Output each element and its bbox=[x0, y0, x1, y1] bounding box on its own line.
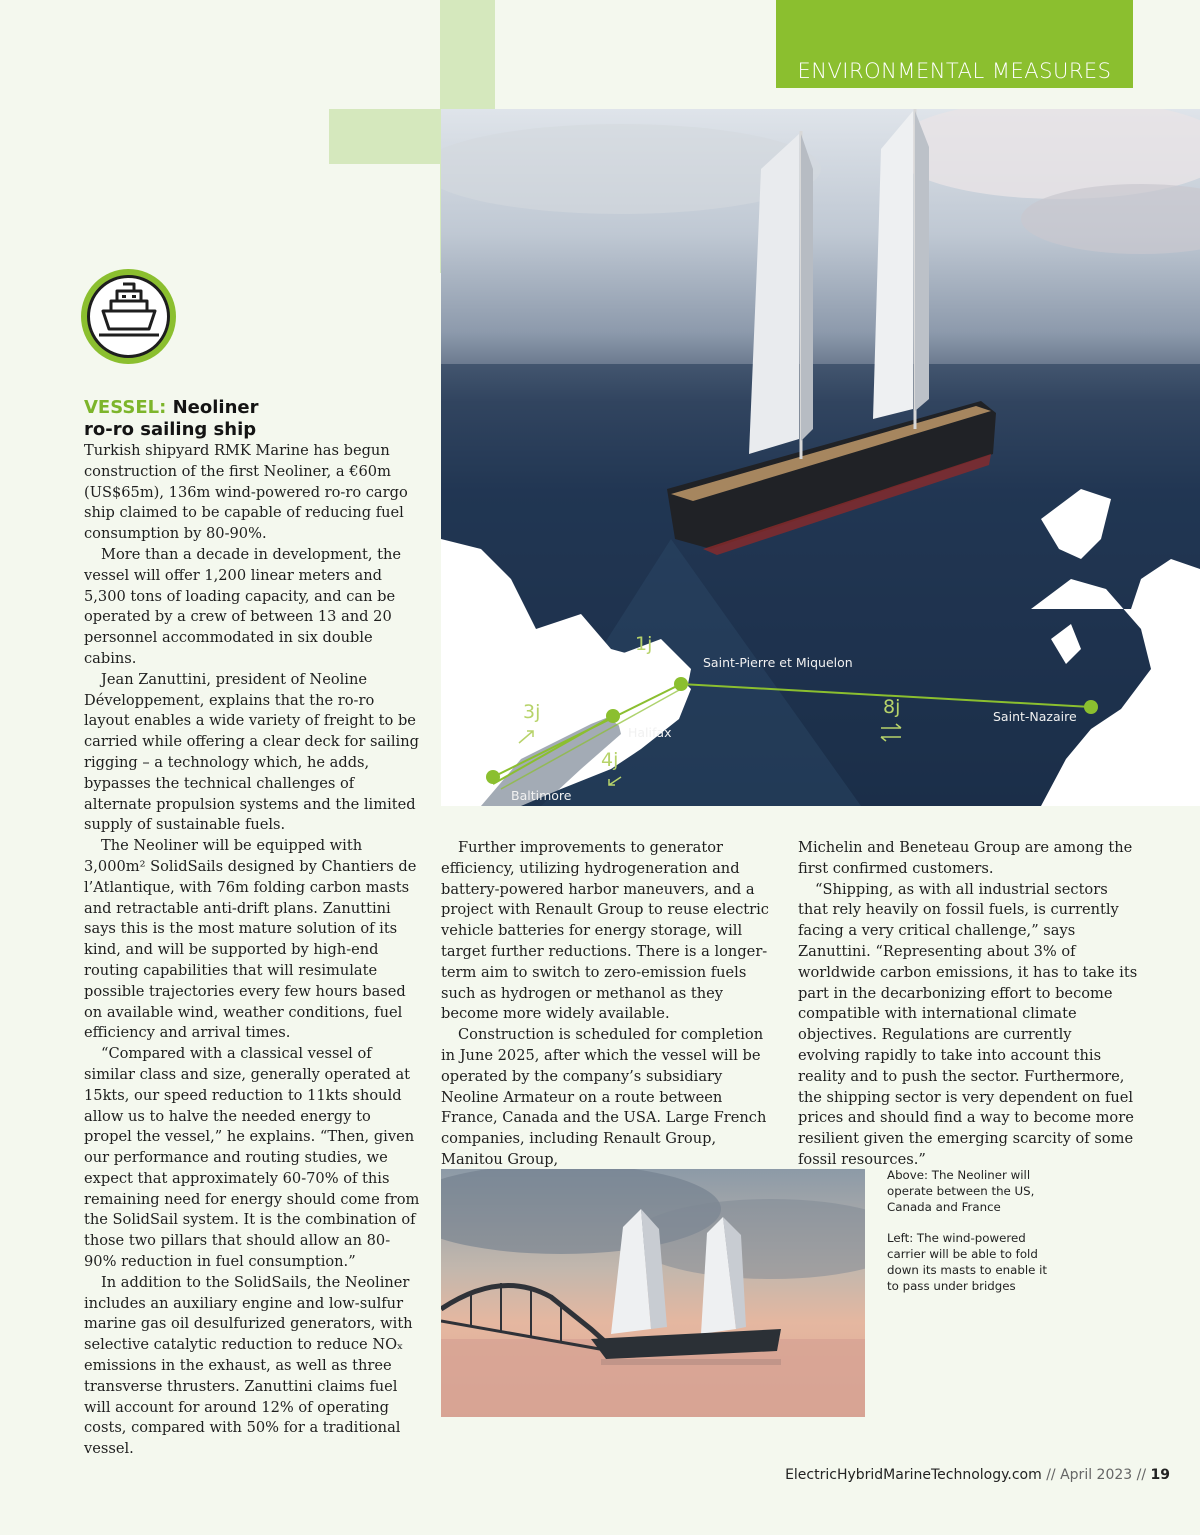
paragraph: Construction is scheduled for completion in June 2025, after which the vessel will be operated by the company’s subsidiary Neoline Armateur on a route between France, Canada and the USA. Large French companies, including Renault Group, Manitou Group, bbox=[441, 1026, 767, 1168]
map-point-saint-pierre bbox=[674, 677, 688, 691]
map-days-8: 8j bbox=[883, 696, 901, 718]
article-heading bbox=[84, 397, 414, 441]
page-footer bbox=[785, 1467, 1170, 1483]
photo-captions bbox=[887, 1167, 1047, 1309]
paragraph: In addition to the SolidSails, the Neoliner includes an auxiliary engine and low-sulfur marine gas oil desulfurized generators, with selective catalytic reduction to reduce NOₓ emissions in the exhaust, as well as three transverse thrusters. Zanuttini claims fuel will account for around 12% of operating costs, compared with 50% for a traditional vessel. bbox=[84, 1273, 413, 1458]
map-label-saint-nazaire: Saint-Nazaire bbox=[993, 709, 1077, 724]
section-tab bbox=[776, 0, 1133, 88]
article-column-1 bbox=[84, 441, 422, 1460]
ship-bridge-illustration bbox=[441, 1169, 865, 1417]
paragraph: The Neoliner will be equipped with 3,000m² SolidSails designed by Chantiers de l’Atlantique, with 76m folding carbon masts and retractable anti-drift plans. Zanuttini says this is the most mature solution of its kind, and will be supported by high-end routing capabilities that will resimulate possible trajectories every few hours based on available wind, weather conditions, fuel efficiency and arrival times. bbox=[84, 837, 417, 1042]
map-days-1: 1j bbox=[635, 633, 653, 655]
map-label-baltimore: Baltimore bbox=[511, 788, 572, 803]
map-label-saint-pierre: Saint-Pierre et Miquelon bbox=[703, 655, 853, 670]
map-days-3: 3j bbox=[523, 701, 541, 723]
footer-date: April 2023 bbox=[1060, 1467, 1133, 1483]
hero-illustration bbox=[441, 109, 1200, 806]
article-column-2 bbox=[441, 838, 776, 1171]
map-point-halifax bbox=[606, 709, 620, 723]
article-column-3 bbox=[798, 838, 1138, 1171]
ship-icon bbox=[81, 269, 176, 364]
paragraph: More than a decade in development, the vessel will offer 1,200 linear meters and 5,300 tons of loading capacity, and can be operated by a crew of between 13 and 20 personnel accommodated in six double cabins. bbox=[84, 545, 402, 667]
ship-bridge-photo bbox=[441, 1169, 865, 1417]
heading-title-line2: ro-ro sailing ship bbox=[84, 419, 257, 440]
map-point-saint-nazaire bbox=[1084, 700, 1098, 714]
paragraph: Further improvements to generator efficiency, utilizing hydrogeneration and battery-powered harbor maneuvers, and a project with Renault Group to reuse electric vehicle batteries for energy storage, will target further reductions. There is a longer-term aim to switch to zero-emission fuels such as hydrogen or methanol as they become more widely available. bbox=[441, 839, 769, 1023]
section-label: ENVIRONMENTAL MEASURES bbox=[797, 59, 1112, 83]
paragraph: “Compared with a classical vessel of similar class and size, generally operated at 15kts, our speed reduction to 11kts should allow us to halve the needed energy to propel the vessel,” he explains. “Then, given our performance and routing studies, we expect that approximately 60-70% of this remaining need for energy should come from the SolidSail system. It is the combination of those two pillars that should allow an 80-90% reduction in fuel consumption.” bbox=[84, 1045, 420, 1271]
paragraph: “Shipping, as with all industrial sectors that rely heavily on fossil fuels, is currently facing a very critical challenge,” says Zanuttini. “Representing about 3% of worldwide carbon emissions, it has to take its part in the decarbonizing effort to become compatible with international climate objectives. Regulations are currently evolving rapidly to take into account this reality and to push the sector. Furthermore, the shipping sector is very dependent on fuel prices and should find a way to become more resilient given the emerging scarcity of some fossil resources.” bbox=[798, 880, 1138, 1168]
heading-title-line1: Neoliner bbox=[172, 397, 259, 418]
footer-site: ElectricHybridMarineTechnology.com bbox=[785, 1467, 1042, 1483]
heading-prefix: VESSEL: bbox=[84, 397, 167, 418]
page-number: 19 bbox=[1150, 1467, 1170, 1483]
paragraph: Michelin and Beneteau Group are among the first confirmed customers. bbox=[798, 839, 1133, 877]
caption-left: Left: The wind-powered carrier will be able to fold down its masts to enable it to pass under bridges bbox=[887, 1231, 1048, 1293]
map-label-halifax: Halifax bbox=[628, 725, 672, 740]
paragraph: Turkish shipyard RMK Marine has begun construction of the first Neoliner, a €60m (US$65m), 136m wind-powered ro-ro cargo ship claimed to be capable of reducing fuel consumption by 80-90%. bbox=[84, 442, 408, 543]
paragraph: Jean Zanuttini, president of Neoline Développement, explains that the ro-ro layout enables a wide variety of freight to be carried while offering a clear deck for sailing rigging – a technology which, he adds, bypasses the technical challenges of alternate propulsion systems and the limited supply of sustainable fuels. bbox=[84, 670, 419, 834]
footer-separator: // bbox=[1046, 1467, 1056, 1483]
caption-above: Above: The Neoliner will operate between the US, Canada and France bbox=[887, 1168, 1035, 1214]
map-days-4: 4j bbox=[601, 749, 619, 771]
hero-photo-route-map bbox=[441, 109, 1200, 806]
footer-separator: // bbox=[1136, 1467, 1147, 1483]
map-point-baltimore bbox=[486, 770, 500, 784]
